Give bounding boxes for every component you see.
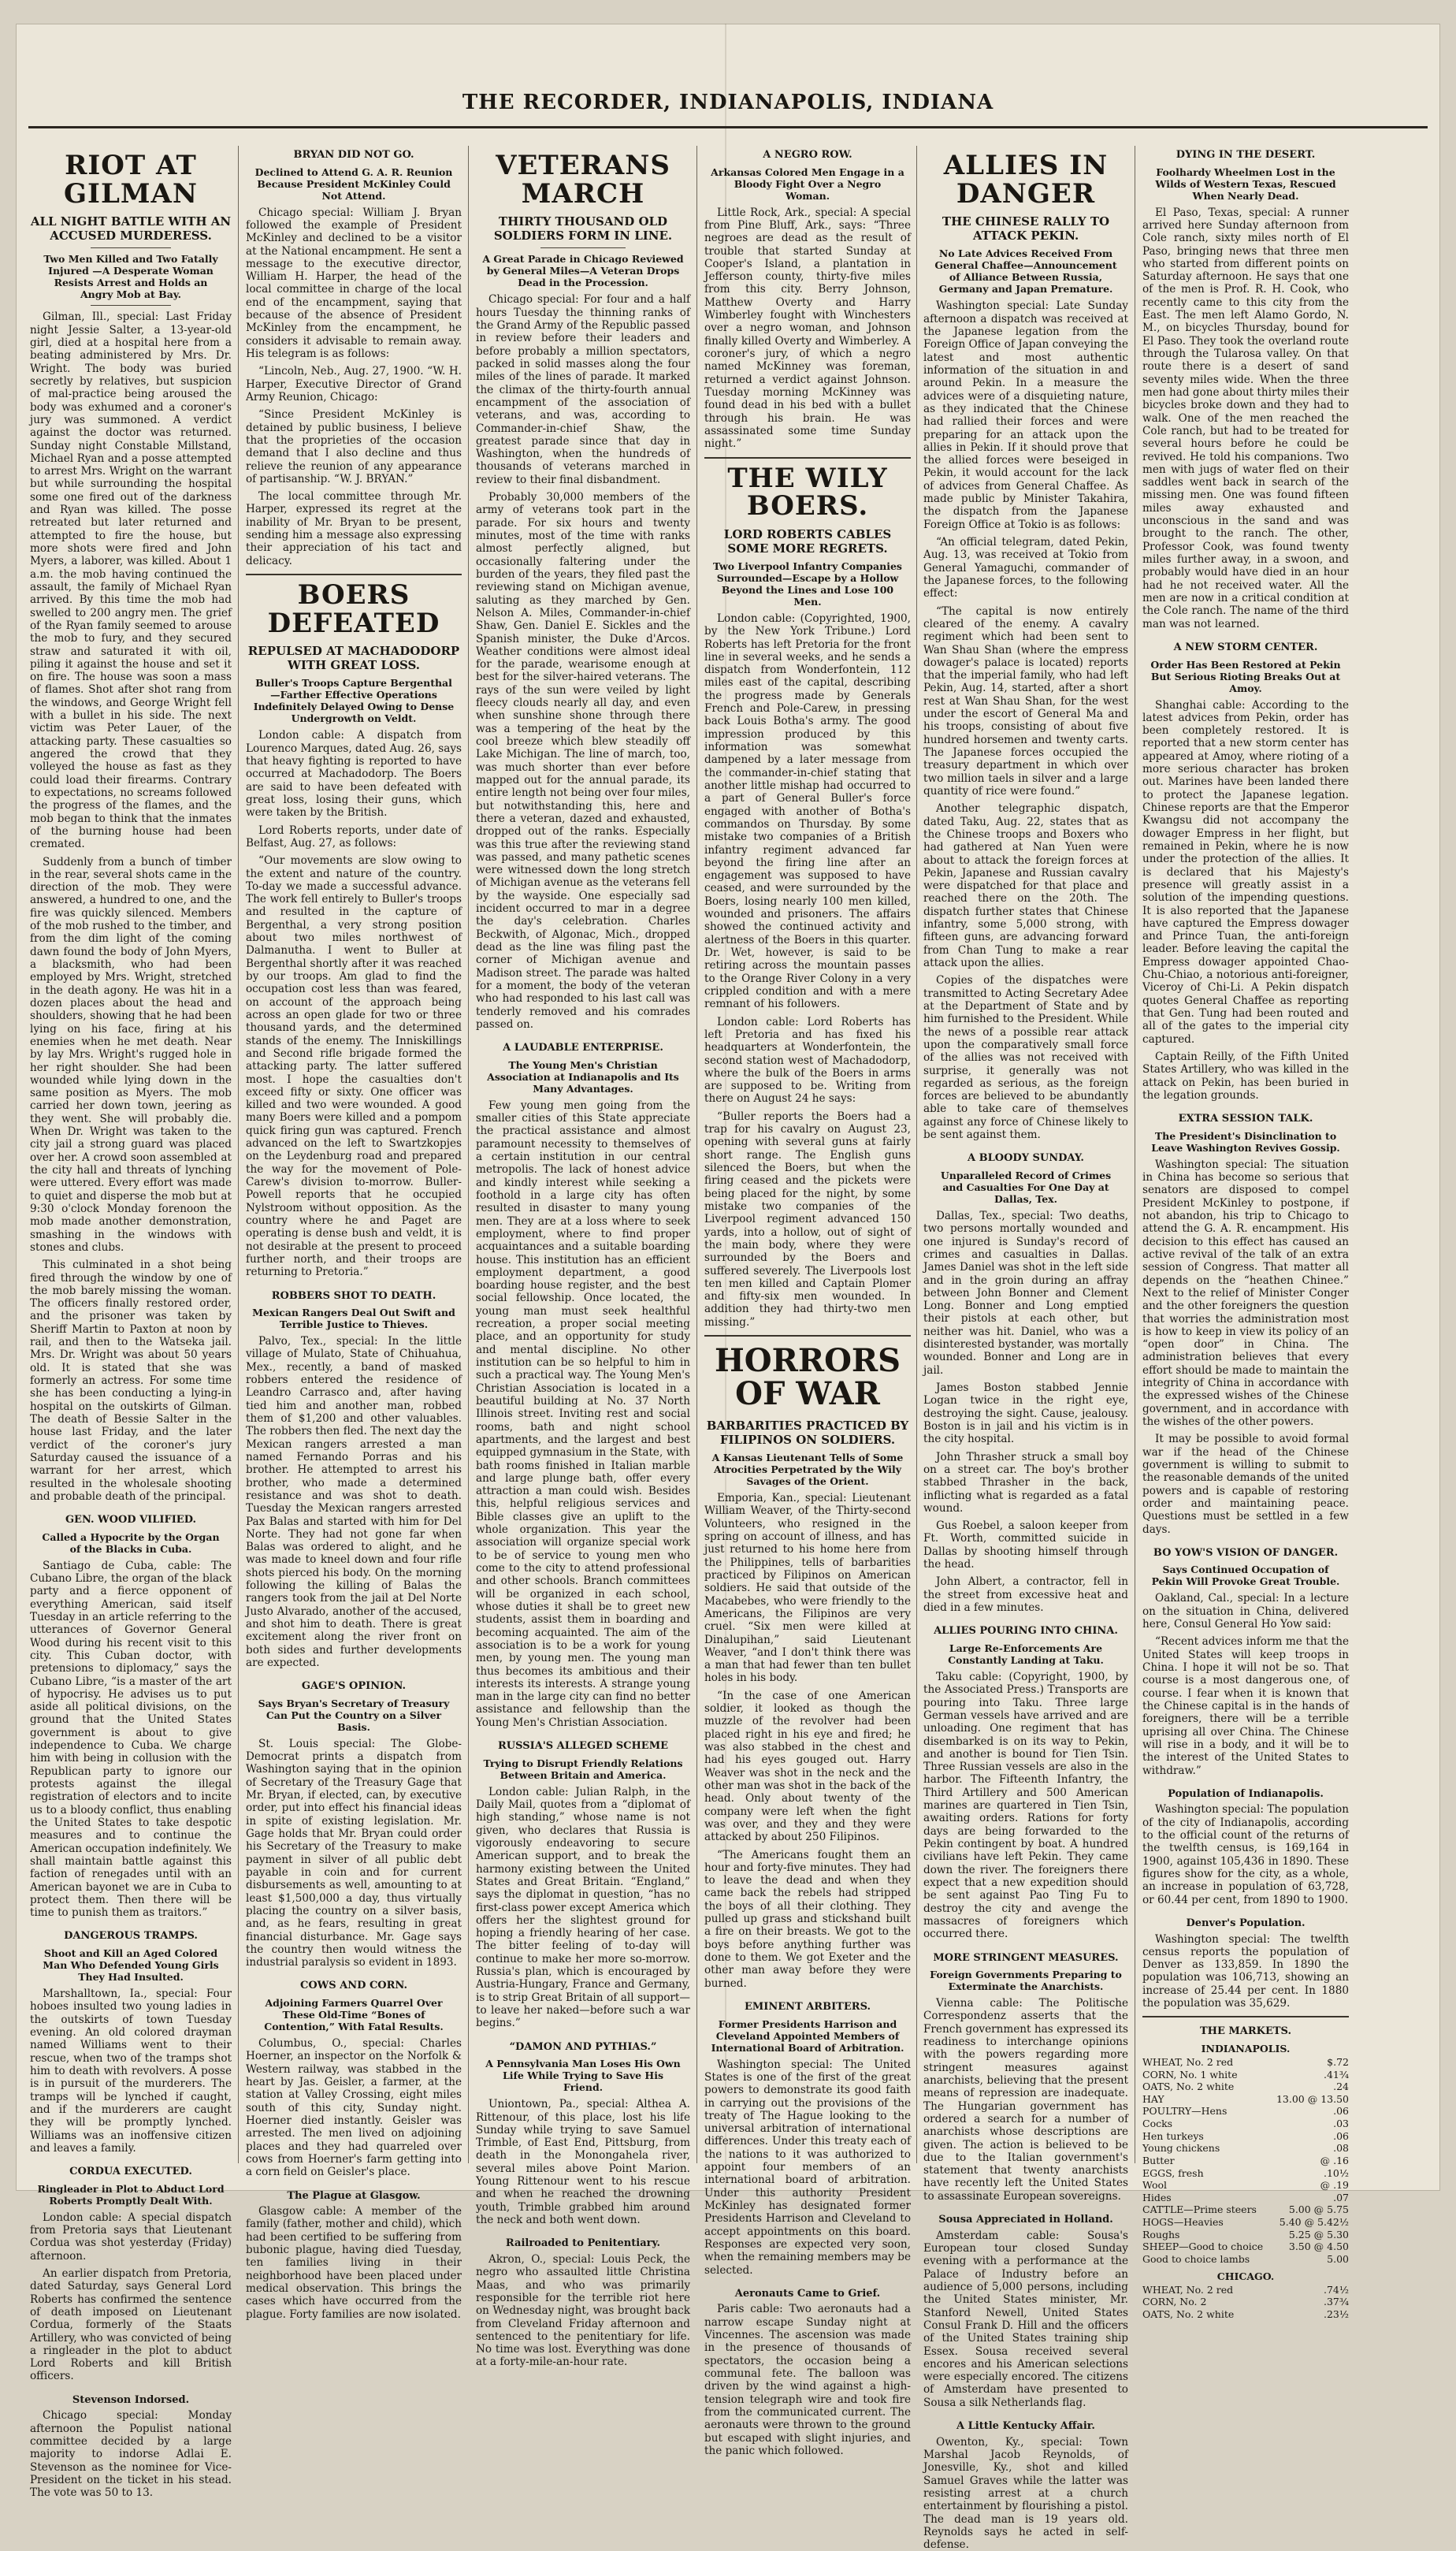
market-item: HAY	[1142, 2092, 1164, 2105]
divider	[704, 1335, 911, 1337]
market-price: @ .16	[1320, 2154, 1349, 2166]
divider	[704, 457, 911, 459]
headline-boers-defeated: BOERS DEFEATED	[267, 579, 440, 639]
article-paragraph: Uniontown, Pa., special: Althea A. Rittenour, of this place, lost his life Sunday while trying to save Samuel Trimble, of East End, Pittsburg, from death in the Monongahela river, several miles above Point Marion. Young Rittenour went to his rescue and when he reached the drowning youth, Trimble grabbed him around the neck and both went down.	[476, 2098, 690, 2227]
market-row	[1142, 2296, 1349, 2308]
article-paragraph: Another telegraphic dispatch, dated Taku, Aug. 22, states that as the Chinese troops and Boxers who had gathered at Nan Yuen were about to attack the foreign forces at Pekin, Japanese and Russian cavalry were dispatched for that place and reached there on the 20th. The dispatch further states that Chinese infantry, some 5,000 strong, with fifteen guns, are advancing forward from Chan Tung to make a rear attack upon the allies.	[923, 802, 1128, 969]
subhead: THIRTY THOUSAND OLD SOLDIERS FORM IN LINE.	[493, 214, 673, 244]
deck: Adjoining Farmers Quarrel Over These Old-Time “Bones of Contention,” With Fatal Results.	[264, 1997, 444, 2033]
market-price: .24	[1333, 2081, 1349, 2093]
column-rule	[238, 146, 239, 2163]
article-headline: DANGEROUS TRAMPS.	[64, 1930, 198, 1943]
column-1	[30, 146, 232, 2500]
market-row	[1142, 2056, 1349, 2069]
article-paragraph: “The capital is now entirely cleared of the enemy. A cavalry regiment which had been sent to Wan Shau Shan (where the empress dowager's palace is located) reports that the imperial family, who had left Pekin, Aug. 14, started, after a short rest at Wan Shau Shan, for the west under the escort of General Ma and his troops, consisting of about five hundred horsemen and twenty carts. The Japanese forces occupied the treasury department in which over two million taels in silver and a large quantity of rice were found.”	[923, 604, 1128, 798]
deck: Trying to Disrupt Friendly Relations Between Britain and America.	[483, 1757, 683, 1781]
article-paragraph: Few young men going from the smaller cities of this State appreciate the practical assistance and almost paramount necessity to themselves of a certain institution in our central metropolis. The lack of honest advice and kindly interest while seeking a foothold in a large city has often resulted in disaster to many young men. They are at a loss where to seek employment, where to find proper acquaintances and a suitable boarding house. This institution has an efficient employment department, a good boarding house register, and the best social fellowship. Once located, the young man must seek healthful recreation, a proper social meeting place, and an opportunity for study and mental discipline. No other institution can be so helpful to him in such a practical way. The Young Men's Christian Association is located in a beautiful building at No. 37 North Illinois street. Inviting rest and social rooms, bath and night school apartments, and the largest and best equipped gymnasium in the State, with bath rooms finished in Italian marble and large plunge bath, offer every attraction a man could wish. Besides this, helpful religious services and Bible classes give an uplift to the whole organization. This year the association will organize special work to be of service to young men who come to the city to attend professional and other schools. Branch committees will be organized in each school, whose duties it shall be to greet new students, assist them in boarding and becoming acquainted. The aim of the association is to be a work for young men, by young men. The young man thus becomes its ambitious and their interests its interests. A strange young man in the large city can find no better assistance and fellowship than the Young Men's Christian Association.	[476, 1099, 690, 1729]
article-headline: MORE STRINGENT MEASURES.	[933, 1951, 1119, 1964]
market-row	[1142, 2081, 1349, 2093]
article-paragraph: St. Louis special: The Globe-Democrat prints a dispatch from Washington saying that in the opinion of Secretary of the Treasury Gage that Mr. Bryan, if elected, can, by executive order, put into effect his financial ideas in spite of existing legislation. Mr. Gage holds that Mr. Bryan could order his Secretary of the Treasury to make payment in silver of all public debt payable in coin and for current disbursements as well, amounting to at least $1,500,000 a day, thus virtually placing the country on a silver basis, and, as he fears, resulting in great financial disturbance. Mr. Gage says the country then would witness the industrial paralysis so evident in 1893.	[246, 1737, 462, 1969]
deck: Former Presidents Harrison and Cleveland Appointed Members of International Board of Arbitration.	[711, 2017, 904, 2054]
article-paragraph: Gilman, Ill., special: Last Friday night Jessie Salter, a 13-year-old girl, died at a hospital here from a beating administered by Mrs. Dr. Wright. The body was buried secretly by relatives, but suspicion of mal-practice being aroused the body was exhumed and a coroner's jury was summoned. A verdict against the doctor was returned. Sunday night Constable Millstand, Michael Ryan and a posse attempted to arrest Mrs. Wright on the warrant but while surrounding the hospital some one fired out of the darkness and Ryan was killed. The posse retreated but later returned and attempted to fire the house, but more shots were fired and John Myers, a laborer, was killed. About 1 a.m. the mob having continued the assault, the family of Michael Ryan arrived. By this time the mob had swelled to 200 angry men. The grief of the Ryan family seemed to arouse the mob to fury, and they secured straw and saturated it with oil, piling it against the house and set it on fire. The house was soon a mass of flames. Shot after shot rang from the windows, and George Wright fell with a bullet in his side. The next victim was Peter Lauer, of the attacking party. These casualties so angered the crowd that they volleyed the house as fast as they could load their firearms. Contrary to expectations, no screams followed the progress of the flames, and the mob began to think that the inmates of the burning house had been cremated.	[30, 311, 232, 851]
article-headline: Population of Indianapolis.	[1168, 1787, 1324, 1800]
article-headline: COWS AND CORN.	[299, 1980, 407, 1992]
article-paragraph: Santiago de Cuba, cable: The Cubano Libre, the organ of the black party and a fierce opponent of everything American, said itself Tuesday in an article referring to the utterances of Governor General Wood during his recent visit to this city. This Cuban doctor, with pretensions to diplomacy,” says the Cubano Libre, “is a master of the art of hypocrisy. He advises us to put aside all political divisions, on the ground that the United States government is about to give independence to Cuba. We charge him with being in collusion with the Republican party to ignore our protests against the illegal registration of electors and to incite us to a bloody conflict, thus enabling the United States to take despotic measures and to continue the American occupation indefinitely. We shall maintain battle against this faction of renegades until with an American bayonet we are in Cuba to protect them. Then there will be time to punish them as traitors.”	[30, 1559, 232, 1920]
article-paragraph: Palvo, Tex., special: In the little village of Mulato, State of Chihuahua, Mex., recently, a band of masked robbers entered the residence of Leandro Carrasco and, after having tied him and another man, robbed them of $1,200 and other valuables. The robbers then fled. The next day the Mexican rangers arrested a man named Fernando Porras and his brother. He attempted to arrest his brother, who made a determined resistance and was shot to death. Tuesday the Mexican rangers arrested Pax Balas and started with him for Del Norte. They had not gone far when Balas was ordered to alight, and he was made to kneel down and four rifle shots pierced his body. On the morning following the killing of Balas the rangers took from the jail at Del Norte Justo Alvarado, another of the accused, and shot him to death. There is great excitement along the river front on both sides and further developments are expected.	[246, 1335, 462, 1669]
deck: Unparalleled Record of Crimes and Casualties For One Day at Dallas, Tex.	[940, 1169, 1112, 1205]
market-price: .74½	[1324, 2283, 1349, 2296]
market-item: CORN, No. 2	[1142, 2296, 1207, 2308]
article-paragraph: Washington special: The population of the city of Indianapolis, according to the official count of the returns of the twelfth census, is 169,164 in 1900, against 105,436 in 1890. These figures show for the city, as a whole, an increase in population of 63,728, or 60.44 per cent, from 1890 to 1900.	[1142, 1803, 1349, 1906]
market-item: Roughs	[1142, 2228, 1180, 2240]
deck: Order Has Been Restored at Pekin But Serious Rioting Breaks Out at Amoy.	[1150, 658, 1341, 694]
column-2	[246, 146, 462, 2321]
column-3	[476, 146, 690, 2369]
column-4	[704, 146, 911, 2457]
market-item: OATS, No. 2 white	[1142, 2081, 1235, 2093]
market-row	[1142, 2155, 1349, 2167]
article-headline: EXTRA SESSION TALK.	[1178, 1113, 1313, 1125]
article-paragraph: Lord Roberts reports, under date of Belfast, Aug. 27, as follows:	[246, 824, 462, 850]
article-paragraph: “Our movements are slow owing to the extent and nature of the country. To-day we made a successful advance. The work fell entirely to Buller's troops and resulted in the capture of Bergenthal, a very strong position about two miles northwest of Dalmanutha. I went to Buller at Bergenthal shortly after it was reached by our troops. Am glad to find the occupation cost less than was feared, on account of the approach being across an open glade for two or three thousand yards, and the determined stands of the enemy. The Inniskillings and Second rifle brigade formed the attacking party. The latter suffered most. I hope the casualties don't exceed fifty or sixty. One officer was killed and two were wounded. A good many Boers were killed and a pompom quick firing gun was captured. French advanced on the left to Swartzkopjes on the Leydenburg road and prepared the way for the movement of Pole-Carew's division to-morrow. Buller-Powell reports that he occupied Nylstroom without opposition. As the country where he and Paget are operating is dense bush and veldt, it is not desirable at the present to proceed further north, and their troops are returning to Pretoria.”	[246, 854, 462, 1279]
market-price: 5.00 @ 5.75	[1288, 2203, 1349, 2216]
market-item: Butter	[1142, 2154, 1175, 2166]
headline-riot-at-gilman: RIOT AT GILMAN	[64, 150, 198, 210]
article-headline: A LAUDABLE ENTERPRISE.	[503, 1042, 663, 1054]
market-item: OATS, No. 2 white	[1142, 2307, 1235, 2320]
market-item: Young chickens	[1142, 2142, 1220, 2155]
article-paragraph: London cable: Julian Ralph, in the Daily Mail, quotes from a “diplomat of high standing,” whose name is not given, who declares that Russia is vigorously endeavoring to secure American support, and to break the harmony existing between the United States and Great Britain. “England,” says the diplomat in question, “has no first-class power except America which offers her the slightest ground for hoping a friendly hearing of her case. The bitter feeling of to-day will continue to make her more so-morrow. Russia's plan, which is encouraged by Austria-Hungary, France and Germany, is to strip Great Britain of all support—to leave her naked—before such a war begins.”	[476, 1785, 690, 2030]
column-rule	[696, 146, 697, 2163]
markets-city: CHICAGO.	[1216, 2270, 1275, 2282]
market-row	[1142, 2167, 1349, 2180]
newspaper-page	[16, 24, 1440, 2551]
market-row	[1142, 2130, 1349, 2143]
market-price: 13.00 @ 13.50	[1276, 2092, 1349, 2105]
divider	[91, 247, 171, 248]
headline-wily-boers: THE WILY BOERS.	[727, 462, 888, 522]
masthead: THE RECORDER, INDIANAPOLIS, INDIANA	[462, 91, 994, 114]
article-paragraph: Washington special: Late Sunday afternoon a dispatch was received at the Japanese legation from the Foreign Office of Japan conveying the latest and most authentic information of the situation in and around Pekin. In a measure the advices were of a disquieting nature, as they indicated that the Chinese had rallied their forces and were preparing for an attack upon the allies in Pekin. If it should prove that the allied forces were beseiged in Pekin, it would account for the lack of advices from General Chaffee. As made public by Minister Takahira, the dispatch from the Japanese Foreign Office at Tokio is as follows:	[923, 299, 1128, 531]
deck: Two Liverpool Infantry Companies Surrounded—Escape by a Hollow Beyond the Lines and Lose 100 Men.	[713, 560, 902, 608]
article-paragraph: Emporia, Kan., special: Lieutenant William Weaver, of the Thirty-second Volunteers, who resigned in the spring on account of illness, and has just returned to his home here from the Philippines, tells of barbarities practiced by Filipinos on American soldiers. He said that outside of the Macabebes, who were friendly to the Americans, the Filipinos are very cruel. “Six men were killed at Dinalupihan,” said Lieutenant Weaver, “and I don't think there was a man that had fewer than ten bullet holes in his body.	[704, 1492, 911, 1685]
market-item: Good to choice lambs	[1142, 2252, 1250, 2265]
article-paragraph: Vienna cable: The Politische Correspondenz asserts that the French government has expressed its readiness to interchange opinions with the powers regarding more stringent measures against anarchists, believing that the present means of repression are inadequate. The Hungarian government has ordered a search for a number of anarchists whose descriptions are given. The action is believed to be due to the Italian government's statement that twenty anarchists have recently left the United States to assassinate European sovereigns.	[923, 1997, 1128, 2203]
market-row	[1142, 2118, 1349, 2130]
article-headline: A BLOODY SUNDAY.	[968, 1152, 1084, 1165]
deck: Ringleader in Plot to Abduct Lord Roberts Promptly Dealt With.	[37, 2182, 225, 2207]
deck: A Great Parade in Chicago Reviewed by General Miles—A Veteran Drops Dead in the Procession.	[482, 253, 684, 289]
market-price: 5.00	[1327, 2252, 1349, 2265]
article-paragraph: El Paso, Texas, special: A runner arrived here Sunday afternoon from Cole ranch, sixty miles north of El Paso, bringing news that three men who started from different points on Saturday afternoon. He says that one of the men is Prof. R. H. Cook, who recently came to this city from the East. The men left Alamo Gordo, N. M., on bicycles Thursday, bound for El Paso. They took the overland route through the Tularosa valley. On that route there is a desert of sand seventy miles wide. When the three men had gone about thirty miles their bicycles broke down and they had to walk. One of the men reached the Cole ranch, but had to be treated for several hours before he could be revived. He told his companions. Two men with jugs of water fled on their saddles went back in search of the missing men. One was found fifteen miles away exhausted and unconscious in the sand and was brought to the ranch. The other, Professor Cook, was found twenty miles further away, in a swoon, and probably would have died in an hour had he not received water. All the men are now in a critical condition at the Cole ranch. The name of the third man was not learned.	[1142, 206, 1349, 630]
deck: The Young Men's Christian Association at Indianapolis and Its Many Advantages.	[487, 1058, 679, 1095]
market-row	[1142, 2308, 1349, 2321]
market-price: .03	[1333, 2118, 1349, 2130]
article-headline: CORDUA EXECUTED.	[69, 2166, 192, 2178]
market-row	[1142, 2216, 1349, 2229]
subhead: THE CHINESE RALLY TO ATTACK PEKIN.	[942, 214, 1110, 244]
article-paragraph: Chicago special: Monday afternoon the Populist national committee decided by a large majority to indorse Adlai E. Stevenson as the nominee for Vice-President on the ticket in his stead. The vote was 50 to 13.	[30, 2409, 232, 2500]
market-row	[1142, 2253, 1349, 2266]
market-price: 5.25 @ 5.30	[1288, 2228, 1349, 2240]
article-headline: Sousa Appreciated in Holland.	[938, 2214, 1113, 2226]
article-paragraph: Little Rock, Ark., special: A special from Pine Bluff, Ark., says: “Three negroes are dead as the result of trouble that started Sunday at Cooper's Island, a plantation in Jefferson county, thirty-five miles from this city. Berry Johnson, Matthew Overty and Harry Wimberley fought with Winchesters over a negro woman, and Johnson finally killed Overty and Wimberley. A coroner's jury, of which a negro named McKinney was foreman, returned a verdict against Johnson. Tuesday morning McKinney was found dead in his bed with a bullet through his brain. He was assassinated some time Sunday night.”	[704, 206, 911, 451]
market-item: Cocks	[1142, 2118, 1173, 2130]
deck: Foolhardy Wheelmen Lost in the Wilds of Western Texas, Rescued When Nearly Dead.	[1155, 165, 1336, 202]
deck: Foreign Governments Preparing to Exterminate the Anarchists.	[930, 1969, 1122, 1993]
deck: No Late Advices Received From General Chaffee—Announcement of Alliance Between Russia, Germany and Japan Premature.	[934, 247, 1117, 296]
market-row	[1142, 2240, 1349, 2253]
market-item: Hides	[1142, 2191, 1172, 2203]
article-paragraph: Marshalltown, Ia., special: Four hoboes insulted two young ladies in the outskirts of town Tuesday evening. An old colored drayman named Williams went to their rescue, when two of the tramps shot him to death with revolvers. A posse is in pursuit of the murderers. The tramps will be lynched if caught, and if the murderers are caught they will be promptly lynched. Williams was an inoffensive citizen and leaves a family.	[30, 1988, 232, 2155]
market-price: 3.50 @ 4.50	[1288, 2240, 1349, 2253]
market-item: Wool	[1142, 2179, 1168, 2192]
deck: Called a Hypocrite by the Organ of the Blacks in Cuba.	[42, 1530, 220, 1555]
article-paragraph: Amsterdam cable: Sousa's European tour closed Sunday evening with a performance at the Palace of Industry before an audience of 5,000 persons, including the United States minister, Mr. Stanford Newell, United States Consul Frank D. Hill and the officers of the United States training ship Essex. Sousa received several encores and his American selections were especially encored. The citizens of Amsterdam have presented to Sousa a silk Netherlands flag.	[923, 2229, 1128, 2409]
article-headline: BRYAN DID NOT GO.	[293, 149, 414, 161]
divider	[246, 574, 462, 575]
article-headline: EMINENT ARBITERS.	[744, 2000, 871, 2013]
article-paragraph: Washington special: The twelfth census reports the population of Denver as 133,859. In 1890 the population was 106,713, showing an increase of 25.44 per cent. In 1880 the population was 35,629.	[1142, 1932, 1349, 2010]
deck: The President's Disinclination to Leave Washington Revives Gossip.	[1151, 1129, 1340, 1154]
article-paragraph: John Thrasher struck a small boy on a street car. The boy's brother stabbed Thrasher in the back, inflicting what is regarded as a fatal wound.	[923, 1450, 1128, 1515]
market-item: POULTRY—Hens	[1142, 2105, 1228, 2118]
article-paragraph: John Albert, a contractor, fell in the street from excessive heat and died in a few minutes.	[923, 1575, 1128, 1615]
article-paragraph: London cable: A dispatch from Lourenco Marques, dated Aug. 26, says that heavy fighting is reported to have occurred at Machadodorp. The Boers are said to have been defeated with great loss, losing their guns, which were taken by the British.	[246, 729, 462, 820]
subhead: BARBARITIES PRACTICED BY FILIPINOS ON SOLDIERS.	[706, 1419, 909, 1448]
market-row	[1142, 2179, 1349, 2192]
markets-city: INDIANAPOLIS.	[1201, 2042, 1291, 2055]
market-price: $.72	[1327, 2055, 1349, 2068]
market-item: Hen turkeys	[1142, 2129, 1204, 2142]
deck: Shoot and Kill an Aged Colored Man Who Defended Young Girls They Had Insulted.	[43, 1947, 219, 1984]
deck: Two Men Killed and Two Fatally Injured —A Desperate Woman Resists Arrest and Holds an Angry Mob at Bay.	[43, 253, 218, 301]
market-row	[1142, 2284, 1349, 2296]
market-item: HOGS—Heavies	[1142, 2216, 1224, 2229]
article-paragraph: Probably 30,000 members of the army of veterans took part in the parade. For six hours and twenty minutes, most of the time with ranks almost perfectly aligned, but occasionally faltering under the burden of the years, they filed past the reviewing stand on Michigan avenue, saluting as they marched by Gen. Nelson A. Miles, Commander-in-chief Shaw, Gen. Daniel E. Sickles and the Spanish minister, the Duke d'Arcos. Weather conditions were almost ideal for the parade, wearisome enough at best for the silver-haired veterans. The rays of the sun were veiled by light fleecy clouds nearly all day, and even when sunshine shone through there was a tempering of the heat by the cool breeze which blew steadily off Lake Michigan. The line of march, too, was much shorter than ever before mapped out for the annual parade, its entire length not being over four miles, but notwithstanding this, here and there a veteran, dazed and exhausted, dropped out of the ranks. Especially was this true after the reviewing stand was passed, and many pathetic scenes were witnessed down the long stretch of Michigan avenue as the veterans fell by the wayside. One especially sad incident occurred to mar in a degree the day's celebration. Charles Beckwith, of Algonac, Mich., dropped dead as the line was filing past the corner of Michigan avenue and Madison street. The parade was halted for a moment, the body of the veteran who had responded to his last call was tenderly removed and his comrades passed on.	[476, 491, 690, 1031]
article-paragraph: Captain Reilly, of the Fifth United States Artillery, who was killed in the attack on Pekin, has been buried in the legation grounds.	[1142, 1050, 1349, 1102]
article-headline: DYING IN THE DESERT.	[1176, 149, 1316, 161]
article-headline: GAGE'S OPINION.	[301, 1680, 407, 1693]
article-headline: The Plague at Glasgow.	[287, 2189, 421, 2202]
deck: Buller's Troops Capture Bergenthal—Farther Effective Operations Indefinitely Delayed Owing to Dense Undergrowth on Veldt.	[253, 677, 455, 725]
column-6	[1142, 146, 1349, 2320]
market-item: EGGS, fresh	[1142, 2166, 1204, 2179]
article-headline: BO YOW'S VISION OF DANGER.	[1153, 1546, 1339, 1559]
masthead-rule	[28, 126, 1428, 128]
deck: A Kansas Lieutenant Tells of Some Atrocities Perpetrated by the Wily Savages of the Orient.	[711, 1452, 904, 1488]
article-paragraph: This culminated in a shot being fired through the window by one of the mob barely missing the woman. The officers finally restored order, and the prisoner was taken by Sheriff Martin to Paxton at noon by rail, and then to the Watseka jail. Mrs. Dr. Wright was about 50 years old. It is stated that she was formerly an actress. For some time she has been conducting a lying-in hospital on the outskirts of Gilman. The death of Bessie Salter in the house last Friday, and the later verdict of the coroner's jury Saturday caused the issuance of a warrant for her arrest, which resulted in the wholesale shooting and probable death of the principal.	[30, 1259, 232, 1503]
article-paragraph: Suddenly from a bunch of timber in the rear, several shots came in the direction of the mob. They were answered, a hundred to one, and the fire was quickly silenced. Members of the mob rushed to the timber, and from the dim light of the coming dawn found the body of John Myers, a blacksmith, who had been employed by Mrs. Wright, stretched in the death agony. He was hit in a dozen places about the head and shoulders, showing that he had been lying on his face, firing at his enemies when he met death. Near by lay Mrs. Wright's rugged hole in her right shoulder. She had been wounded while lying down in the same position as Myers. The mob carried her down town, jeering as they went. She will probably die. When Dr. Wright was taken to the city jail a strong guard was placed over her. A crowd soon assembled at the city hall and threats of lynching were uttered. Every effort was made to quiet and disperse the mob but at 9:30 o'clock Monday forenoon the mob made another demonstration, smashing in the windows with stones and clubs.	[30, 855, 232, 1254]
article-paragraph: “In the case of one American soldier, it looked as though the muzzle of the revolver had been placed right in his eye and fired; he was also stabbed in the chest and had his eyes gouged out. Harry Weaver was shot in the neck and the other man was shot in the back of the head. Only about twenty of the company were left when the fight was over, and they and they were attacked by about 250 Filipinos.	[704, 1689, 911, 1844]
article-paragraph: An earlier dispatch from Pretoria, dated Saturday, says General Lord Roberts has confirmed the sentence of death imposed on Lieutenant Cordua, formerly of the Staats Artillery, who was convicted of being a ringleader in the plot to abduct Lord Roberts and kill British officers.	[30, 2267, 232, 2383]
article-paragraph: “Lincoln, Neb., Aug. 27, 1900. “W. H. Harper, Executive Director of Grand Army Reunion, Chicago:	[246, 365, 462, 403]
market-row	[1142, 2069, 1349, 2081]
article-paragraph: “Recent advices inform me that the United States will keep troops in China. I hope it will not be so. That course is a most dangerous one, of course. I fear when it is known that the Chinese capital is in the hands of foreigners, there will be a terrible uprising all over China. The Chinese will rise in a body, and it will be to the interest of the United States to withdraw.”	[1142, 1635, 1349, 1777]
market-row	[1142, 2203, 1349, 2216]
article-paragraph: The local committee through Mr. Harper, expressed its regret at the inability of Mr. Bryan to be present, sending him a message also expressing their appreciation of his tact and delicacy.	[246, 490, 462, 567]
article-paragraph: “Since President McKinley is detained by public business, I believe that the proprieties of the occasion demand that I also decline and thus relieve the reunion of any appearance of partisanship. “W. J. BRYAN.”	[246, 408, 462, 485]
subhead: REPULSED AT MACHADODORP WITH GREAT LOSS.	[247, 644, 460, 673]
article-paragraph: “An official telegram, dated Pekin, Aug. 13, was received at Tokio from General Yamaguchi, commander of the Japanese forces, to the following effect:	[923, 536, 1128, 601]
market-row	[1142, 2229, 1349, 2241]
column-5	[923, 146, 1128, 2551]
article-headline: A Little Kentucky Affair.	[956, 2420, 1095, 2433]
column-rule	[468, 146, 469, 2163]
market-price: .23½	[1324, 2307, 1349, 2320]
article-paragraph: Washington special: The situation in China has become so serious that senators are disposed to compel President McKinley to postpone, if not abandon, his trip to Chicago to attend the G. A. R. encampment. His decision to this effect has caused an active revival of the talk of an extra session of Congress. That matter all depends on the “heathen Chinee.” Next to the relief of Minister Conger and the other foreigners the question that worries the administration most is how to keep in view its policy of an “open door” in China. The administration believes that every effort should be made to maintain the integrity of China in accordance with the expressed wishes of the Chinese government, and in accordance with the wishes of the other powers.	[1142, 1158, 1349, 1429]
article-paragraph: London cable: Lord Roberts has left Pretoria and has fixed his headquarters at Wonderfontein, the second station west of Machadodorp, where the bulk of the Boers in arms are supposed to be. Writing from there on August 24 he says:	[704, 1015, 911, 1106]
market-item: CATTLE—Prime steers	[1142, 2203, 1257, 2216]
article-headline: Stevenson Indorsed.	[72, 2393, 190, 2406]
market-price: .07	[1333, 2191, 1349, 2203]
article-paragraph: Washington special: The United States is one of the first of the great powers to demonstrate its good faith in carrying out the provisions of the treaty of The Hague looking to the universal arbitration of international differences. Under this treaty each of the nations to it was authorized to appoint four members of an international board of arbitration. Under this authority President McKinley has designated former Presidents Harrison and Cleveland to accept appointments on this board. Responses are expected very soon, when the remaining members may be selected.	[704, 2058, 911, 2277]
column-rule	[916, 146, 917, 2163]
markets-title: THE MARKETS.	[1199, 2025, 1291, 2038]
article-paragraph: Chicago special: William J. Bryan followed the example of President McKinley and declined to be a visitor at the National encampment. He sent a message to the executive director, William H. Harper, the head of the local committee in charge of the local end of the encampment, saying that because of the absence of President McKinley from the encampment, he considers it advisable to remain away. His telegram is as follows:	[246, 206, 462, 361]
article-headline: Railroaded to Penitentiary.	[505, 2237, 661, 2250]
article-headline: A NEW STORM CENTER.	[1173, 641, 1318, 653]
market-price: .41¾	[1324, 2068, 1349, 2081]
divider	[1142, 2016, 1349, 2017]
subhead: LORD ROBERTS CABLES SOME MORE REGRETS.	[723, 526, 892, 556]
headline-veterans-march: VETERANS MARCH	[496, 150, 670, 210]
market-price: .06	[1333, 2129, 1349, 2142]
deck: Arkansas Colored Men Engage in a Bloody Fight Over a Negro Woman.	[711, 165, 904, 202]
market-price: 5.40 @ 5.42½	[1279, 2216, 1349, 2229]
market-row	[1142, 2192, 1349, 2204]
article-paragraph: London cable: (Copyrighted, 1900, by the New York Tribune.) Lord Roberts has left Pretoria for the front line in several weeks, and he sends a dispatch from Wonderfontein, 112 miles east of the capital, describing the progress made by Generals French and Pole-Carew, in pressing back Louis Botha's army. The good impression produced by this information was somewhat dampened by a later message from the commander-in-chief stating that another little mishap had occurred to a part of General Buller's force engaged with another of Botha's commandos on Thursday. By some mistake two companies of a British infantry regiment advanced far beyond the firing line after an engagement was supposed to have ceased, and were surrounded by the Boers, losing nearly 100 men killed, wounded and prisoners. The affairs showed the continued activity and alertness of the Boers in this quarter. Dr. Wet, however, is said to be retiring across the mountain passes to the Orange River Colony in a very crippled condition and with a mere remnant of his followers.	[704, 612, 911, 1011]
article-headline: ROBBERS SHOT TO DEATH.	[271, 1289, 436, 1302]
article-paragraph: “Buller reports the Boers had a trap for his cavalry on August 23, opening with several guns at fairly short range. The English guns silenced the Boers, but when the firing ceased and the pickets were being placed for the night, by some mistake two companies of the Liverpool regiment advanced 150 yards, into a hollow, out of sight of the main body, where they were surrounded by the Boers and suffered severely. The Liverpools lost ten men killed and Captain Plomer and fifty-six men wounded. In addition they had thirty-two men missing.”	[704, 1110, 911, 1329]
market-price: @ .19	[1320, 2179, 1349, 2192]
market-price: .06	[1333, 2105, 1349, 2118]
market-row	[1142, 2105, 1349, 2118]
article-paragraph: It may be possible to avoid formal war if the head of the Chinese government is willing to submit to the reasonable demands of the united powers and is capable of restoring order and maintaining peace. Questions must be settled in a few days.	[1142, 1433, 1349, 1536]
article-paragraph: Oakland, Cal., special: In a lecture on the situation in China, delivered here, Consul General Ho Yow said:	[1142, 1592, 1349, 1631]
market-item: SHEEP—Good to choice	[1142, 2240, 1264, 2253]
divider	[540, 247, 626, 248]
article-paragraph: Gus Roebel, a saloon keeper from Ft. Worth, committed suicide in Dallas by shooting himself through the head.	[923, 1519, 1128, 1571]
article-headline: GEN. WOOD VILIFIED.	[65, 1514, 197, 1527]
article-headline: ALLIES POURING INTO CHINA.	[934, 1625, 1118, 1638]
article-paragraph: Copies of the dispatches were transmitted to Acting Secretary Adee at the Department of State and by him furnished to the President. While the news of a possible rear attack upon the comparatively small force of the allies was not received with surprise, it generally was not regarded as serious, as the foreign forces are believed to be abundantly able to take care of themselves against any force of Chinese likely to be sent against them.	[923, 974, 1128, 1142]
article-headline: A NEGRO ROW.	[763, 149, 852, 161]
headline-allies-in-danger: ALLIES IN DANGER	[943, 150, 1109, 210]
markets-table-chicago	[1142, 2284, 1349, 2321]
article-paragraph: “The Americans fought them an hour and forty-five minutes. They had to leave the dead and when they came back the rebels had stripped the boys of all their clothing. They pulled up grass and stickshand built a fire on their breasts. We got to the boys before anything further was done to them. We got Exeter and the other man away before they were burned.	[704, 1848, 911, 1990]
article-paragraph: Dallas, Tex., special: Two deaths, two persons mortally wounded and one injured is Sunday's record of crimes and casualties in Dallas. James Daniel was shot in the left side and in the groin during an affray between John Bonner and Clement Long. Bonner and Long emptied their pistols at each other, but neither was hit. Daniel, who was a disinterested bystander, was mortally wounded. Bonner and Long are in jail.	[923, 1209, 1128, 1377]
article-paragraph: Paris cable: Two aeronauts had a narrow escape Sunday night at Vincennes. The ascension was made in the presence of thousands of spectators, the occasion being a communal fete. The balloon was driven by the wind against a high-tension telegraph wire and took fire from the communicated current. The aeronauts were thrown to the ground but escaped with slight injuries, and the panic which followed.	[704, 2303, 911, 2457]
article-headline: “DAMON AND PYTHIAS.”	[509, 2040, 657, 2053]
article-paragraph: Shanghai cable: According to the latest advices from Pekin, order has been completely restored. It is reported that a new storm center has appeared at Amoy, where rioting of a more serious character has broken out. Marines have been landed there to protect the Japanese legation. Chinese reports are that the Emperor Kwangsu did not accompany the dowager Empress in her flight, but remained in Pekin, where he is now under the protection of the allies. It is declared that his Majesty's presence will greatly assist in a solution of the impending questions. It is also reported that the Japanese have captured the Empress dowager and Prince Tuan, the anti-foreign leader. Before leaving the capital the Empress dowager appointed Chao-Chu-Chiao, a notorious anti-foreigner, Viceroy of Chi-Li. A Pekin dispatch quotes General Chaffee as reporting that Gen. Tung had been routed and all of the gates to the imperial city captured.	[1142, 698, 1349, 1046]
subhead: ALL NIGHT BATTLE WITH AN ACCUSED MURDERESS.	[30, 214, 232, 244]
market-price: .08	[1333, 2142, 1349, 2155]
article-paragraph: Akron, O., special: Louis Peck, the negro who assaulted little Christina Maas, and who was primarily responsible for the terrible riot here on Wednesday night, was brought back from Cleveland Friday afternoon and sentenced to the penitentiary for life. No time was lost. Everything was done at a forty-mile-an-hour rate.	[476, 2252, 690, 2369]
article-headline: Aeronauts Came to Grief.	[734, 2287, 881, 2300]
market-item: CORN, No. 1 white	[1142, 2068, 1238, 2081]
article-headline: RUSSIA'S ALLEGED SCHEME	[497, 1740, 668, 1753]
article-paragraph: Glasgow cable: A member of the family (father, mother and child), which had been certified to be suffering from bubonic plague, having died Tuesday, ten families living in their neighborhood have been placed under medical observation. This brings the cases which have occurred from the plague. Forty families are now isolated.	[246, 2205, 462, 2321]
deck: Declined to Attend G. A. R. Reunion Because President McKinley Could Not Attend.	[254, 165, 453, 202]
headline-horrors-of-war: HORRORS OF WAR	[714, 1342, 901, 1413]
article-paragraph: Taku cable: (Copyright, 1900, by the Associated Press.) Transports are pouring into Taku. Three large German vessels have arrived and are unloading. One regiment that has disembarked is on its way to Pekin, and another is bound for Tien Tsin. Three Russian vessels are also in the harbor. The Fifteenth Infantry, the Third Artillery and 500 American marines are quartered in Tien Tsin, awaiting orders. Rations for forty days are being forwarded to the Pekin contingent by boat. A hundred civilians have left Pekin. They came down the river. The foreigners there expect that a new expedition should be sent against Pao Ting Fu to destroy the city and avenge the massacres of foreigners which occurred there.	[923, 1670, 1128, 1941]
market-item: WHEAT, No. 2 red	[1142, 2055, 1234, 2068]
market-row	[1142, 2142, 1349, 2155]
market-row	[1142, 2093, 1349, 2106]
deck: Says Bryan's Secretary of Treasury Can Put the Country on a Silver Basis.	[258, 1697, 450, 1733]
article-paragraph: Columbus, O., special: Charles Hoerner, an inspector on the Norfolk & Western railway, was stabbed in the heart by Jas. Geisler, a farmer, at the station at Valley Crossing, eight miles south of this city, Sunday night. Hoerner died instantly. Geisler was arrested. The men lived on adjoining places and they had quarreled over cows from Hoerner's farm getting into a corn field on Geisler's place.	[246, 2037, 462, 2179]
article-paragraph: Chicago special: For four and a half hours Tuesday the thinning ranks of the Grand Army of the Republic passed in review before their leaders and before probably a million spectators, packed in solid masses along the four miles of the lines of parade. It marked the climax of the thirty-fourth annual encampment of the association of veterans, and was, according to Commander-in-chief Shaw, the greatest parade since that day in Washington, when the hundreds of thousands of veterans marched in review to their final disbandment.	[476, 293, 690, 486]
article-paragraph: Owenton, Ky., special: Town Marshal Jacob Reynolds, of Jonesville, Ky., shot and killed Samuel Graves while the latter was resisting arrest at a church entertainment by flourishing a pistol. The dead man is 19 years old. Reynolds says he acted in self-defense.	[923, 2435, 1128, 2551]
divider	[91, 305, 171, 306]
article-paragraph: James Boston stabbed Jennie Logan twice in the right eye, destroying the sight. Cause, jealousy. Boston is in jail and his victim is in the city hospital.	[923, 1381, 1128, 1446]
deck: Large Re-Enforcements Are Constantly Landing at Taku.	[948, 1642, 1104, 1666]
markets-table-indianapolis	[1142, 2056, 1349, 2266]
article-paragraph: London cable: A special dispatch from Pretoria says that Lieutenant Cordua was shot yesterday (Friday) afternoon.	[30, 2211, 232, 2263]
market-price: .37¾	[1324, 2296, 1349, 2308]
market-price: .10½	[1324, 2166, 1349, 2179]
article-headline: Denver's Population.	[1186, 1917, 1306, 1929]
market-item: WHEAT, No. 2 red	[1142, 2283, 1234, 2296]
deck: Says Continued Occupation of Pekin Will Provoke Great Trouble.	[1151, 1564, 1340, 1588]
deck: Mexican Rangers Deal Out Swift and Terrible Justice to Thieves.	[252, 1307, 455, 1331]
deck: A Pennsylvania Man Loses His Own Life While Trying to Save His Friend.	[485, 2058, 681, 2094]
